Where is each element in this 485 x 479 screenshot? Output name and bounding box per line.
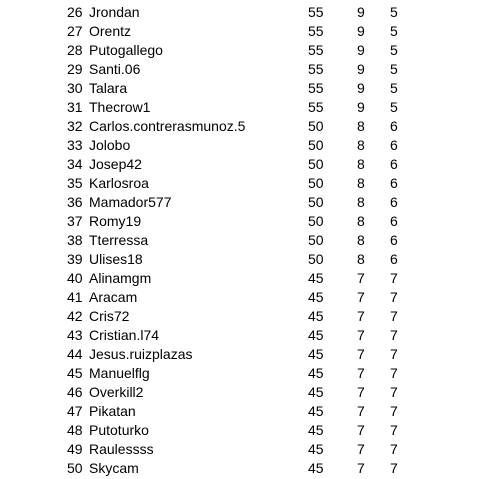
stat-a-cell: 8: [357, 213, 365, 229]
stat-b-cell: 6: [390, 156, 398, 172]
stat-b-cell: 5: [390, 23, 398, 39]
rank-cell: 50: [67, 460, 83, 476]
stat-b-cell: 6: [390, 118, 398, 134]
stat-b-cell: 7: [390, 365, 398, 381]
player-name-cell: Overkill2: [89, 384, 144, 400]
table-row: [0, 440, 485, 459]
rank-cell: 28: [67, 42, 83, 58]
points-cell: 45: [308, 327, 324, 343]
rank-cell: 26: [67, 4, 83, 20]
stat-b-cell: 7: [390, 403, 398, 419]
rank-cell: 48: [67, 422, 83, 438]
player-name-cell: Karlosroa: [89, 175, 149, 191]
player-name-cell: Raulessss: [89, 441, 154, 457]
stat-b-cell: 6: [390, 175, 398, 191]
points-cell: 50: [308, 156, 324, 172]
rank-cell: 32: [67, 118, 83, 134]
player-name-cell: Skycam: [89, 460, 139, 476]
table-row: [0, 250, 485, 269]
player-name-cell: Alinamgm: [89, 270, 152, 286]
table-row: [0, 288, 485, 307]
stat-a-cell: 8: [357, 232, 365, 248]
rank-cell: 31: [67, 99, 83, 115]
stat-a-cell: 9: [357, 23, 365, 39]
rank-cell: 30: [67, 80, 83, 96]
points-cell: 45: [308, 308, 324, 324]
stat-a-cell: 9: [357, 80, 365, 96]
points-cell: 45: [308, 403, 324, 419]
stat-b-cell: 5: [390, 42, 398, 58]
stat-b-cell: 7: [390, 384, 398, 400]
player-name-cell: Aracam: [89, 289, 138, 305]
player-name-cell: Jolobo: [89, 137, 131, 153]
points-cell: 45: [308, 346, 324, 362]
stat-a-cell: 7: [357, 365, 365, 381]
stat-a-cell: 8: [357, 118, 365, 134]
points-cell: 45: [308, 384, 324, 400]
table-row: [0, 345, 485, 364]
table-row: [0, 79, 485, 98]
points-cell: 50: [308, 194, 324, 210]
rank-cell: 34: [67, 156, 83, 172]
stat-a-cell: 7: [357, 422, 365, 438]
points-cell: 45: [308, 270, 324, 286]
table-row: [0, 155, 485, 174]
player-name-cell: Josep42: [89, 156, 142, 172]
stat-b-cell: 6: [390, 137, 398, 153]
points-cell: 55: [308, 23, 324, 39]
rank-cell: 42: [67, 308, 83, 324]
stat-b-cell: 7: [390, 346, 398, 362]
stat-a-cell: 8: [357, 137, 365, 153]
table-row: [0, 231, 485, 250]
points-cell: 55: [308, 61, 324, 77]
table-row: [0, 269, 485, 288]
points-cell: 55: [308, 80, 324, 96]
player-name-cell: Cris72: [89, 308, 130, 324]
points-cell: 45: [308, 365, 324, 381]
stat-b-cell: 7: [390, 422, 398, 438]
table-row: [0, 402, 485, 421]
stat-b-cell: 7: [390, 327, 398, 343]
points-cell: 55: [308, 42, 324, 58]
table-row: [0, 136, 485, 155]
points-cell: 50: [308, 137, 324, 153]
points-cell: 45: [308, 441, 324, 457]
table-row: [0, 421, 485, 440]
stat-a-cell: 7: [357, 403, 365, 419]
player-name-cell: Cristian.l74: [89, 327, 160, 343]
player-name-cell: Thecrow1: [89, 99, 151, 115]
stat-b-cell: 5: [390, 61, 398, 77]
stat-b-cell: 7: [390, 460, 398, 476]
rank-cell: 39: [67, 251, 83, 267]
table-row: [0, 193, 485, 212]
table-row: [0, 98, 485, 117]
stat-a-cell: 7: [357, 270, 365, 286]
points-cell: 55: [308, 4, 324, 20]
stat-a-cell: 9: [357, 4, 365, 20]
points-cell: 45: [308, 289, 324, 305]
player-name-cell: Putogallego: [89, 42, 163, 58]
player-name-cell: Jrondan: [89, 4, 140, 20]
rank-cell: 44: [67, 346, 83, 362]
stat-a-cell: 8: [357, 251, 365, 267]
stat-a-cell: 8: [357, 175, 365, 191]
stat-a-cell: 8: [357, 156, 365, 172]
table-row: [0, 174, 485, 193]
table-row: [0, 60, 485, 79]
points-cell: 45: [308, 422, 324, 438]
player-name-cell: Ulises18: [89, 251, 143, 267]
stat-a-cell: 9: [357, 99, 365, 115]
table-row: [0, 326, 485, 345]
stat-b-cell: 7: [390, 308, 398, 324]
player-name-cell: Orentz: [89, 23, 132, 39]
rank-cell: 36: [67, 194, 83, 210]
rank-cell: 45: [67, 365, 83, 381]
stat-a-cell: 7: [357, 384, 365, 400]
stat-b-cell: 6: [390, 213, 398, 229]
stat-b-cell: 6: [390, 251, 398, 267]
table-row: [0, 383, 485, 402]
stat-a-cell: 7: [357, 327, 365, 343]
points-cell: 55: [308, 99, 324, 115]
stat-a-cell: 9: [357, 61, 365, 77]
stat-b-cell: 6: [390, 232, 398, 248]
rank-cell: 46: [67, 384, 83, 400]
points-cell: 50: [308, 213, 324, 229]
rank-cell: 29: [67, 61, 83, 77]
table-row: [0, 41, 485, 60]
player-name-cell: Jesus.ruizplazas: [89, 346, 193, 362]
table-row: [0, 364, 485, 383]
table-row: [0, 117, 485, 136]
stat-a-cell: 9: [357, 42, 365, 58]
rank-cell: 38: [67, 232, 83, 248]
stat-a-cell: 7: [357, 289, 365, 305]
rank-cell: 27: [67, 23, 83, 39]
stat-b-cell: 7: [390, 289, 398, 305]
stat-a-cell: 8: [357, 194, 365, 210]
rank-cell: 43: [67, 327, 83, 343]
stat-b-cell: 7: [390, 270, 398, 286]
points-cell: 50: [308, 232, 324, 248]
player-name-cell: Tterressa: [89, 232, 149, 248]
stat-a-cell: 7: [357, 346, 365, 362]
stat-b-cell: 6: [390, 194, 398, 210]
table-row: [0, 459, 485, 478]
stat-b-cell: 5: [390, 4, 398, 20]
player-name-cell: Manuelflg: [89, 365, 150, 381]
points-cell: 50: [308, 251, 324, 267]
points-cell: 50: [308, 118, 324, 134]
player-name-cell: Putoturko: [89, 422, 149, 438]
player-name-cell: Romy19: [89, 213, 142, 229]
stat-a-cell: 7: [357, 308, 365, 324]
points-cell: 50: [308, 175, 324, 191]
rank-cell: 33: [67, 137, 83, 153]
stat-b-cell: 5: [390, 80, 398, 96]
points-cell: 45: [308, 460, 324, 476]
rank-cell: 49: [67, 441, 83, 457]
rank-cell: 40: [67, 270, 83, 286]
rank-cell: 35: [67, 175, 83, 191]
player-name-cell: Mamador577: [89, 194, 172, 210]
table-row: [0, 212, 485, 231]
player-name-cell: Santi.06: [89, 61, 141, 77]
table-row: [0, 307, 485, 326]
player-name-cell: Carlos.contrerasmunoz.5: [89, 118, 246, 134]
ranking-table: [0, 3, 485, 478]
stat-b-cell: 5: [390, 99, 398, 115]
stat-a-cell: 7: [357, 441, 365, 457]
stat-a-cell: 7: [357, 460, 365, 476]
rank-cell: 47: [67, 403, 83, 419]
player-name-cell: Pikatan: [89, 403, 136, 419]
table-row: [0, 3, 485, 22]
stat-b-cell: 7: [390, 441, 398, 457]
rank-cell: 37: [67, 213, 83, 229]
player-name-cell: Talara: [89, 80, 128, 96]
table-row: [0, 22, 485, 41]
rank-cell: 41: [67, 289, 83, 305]
